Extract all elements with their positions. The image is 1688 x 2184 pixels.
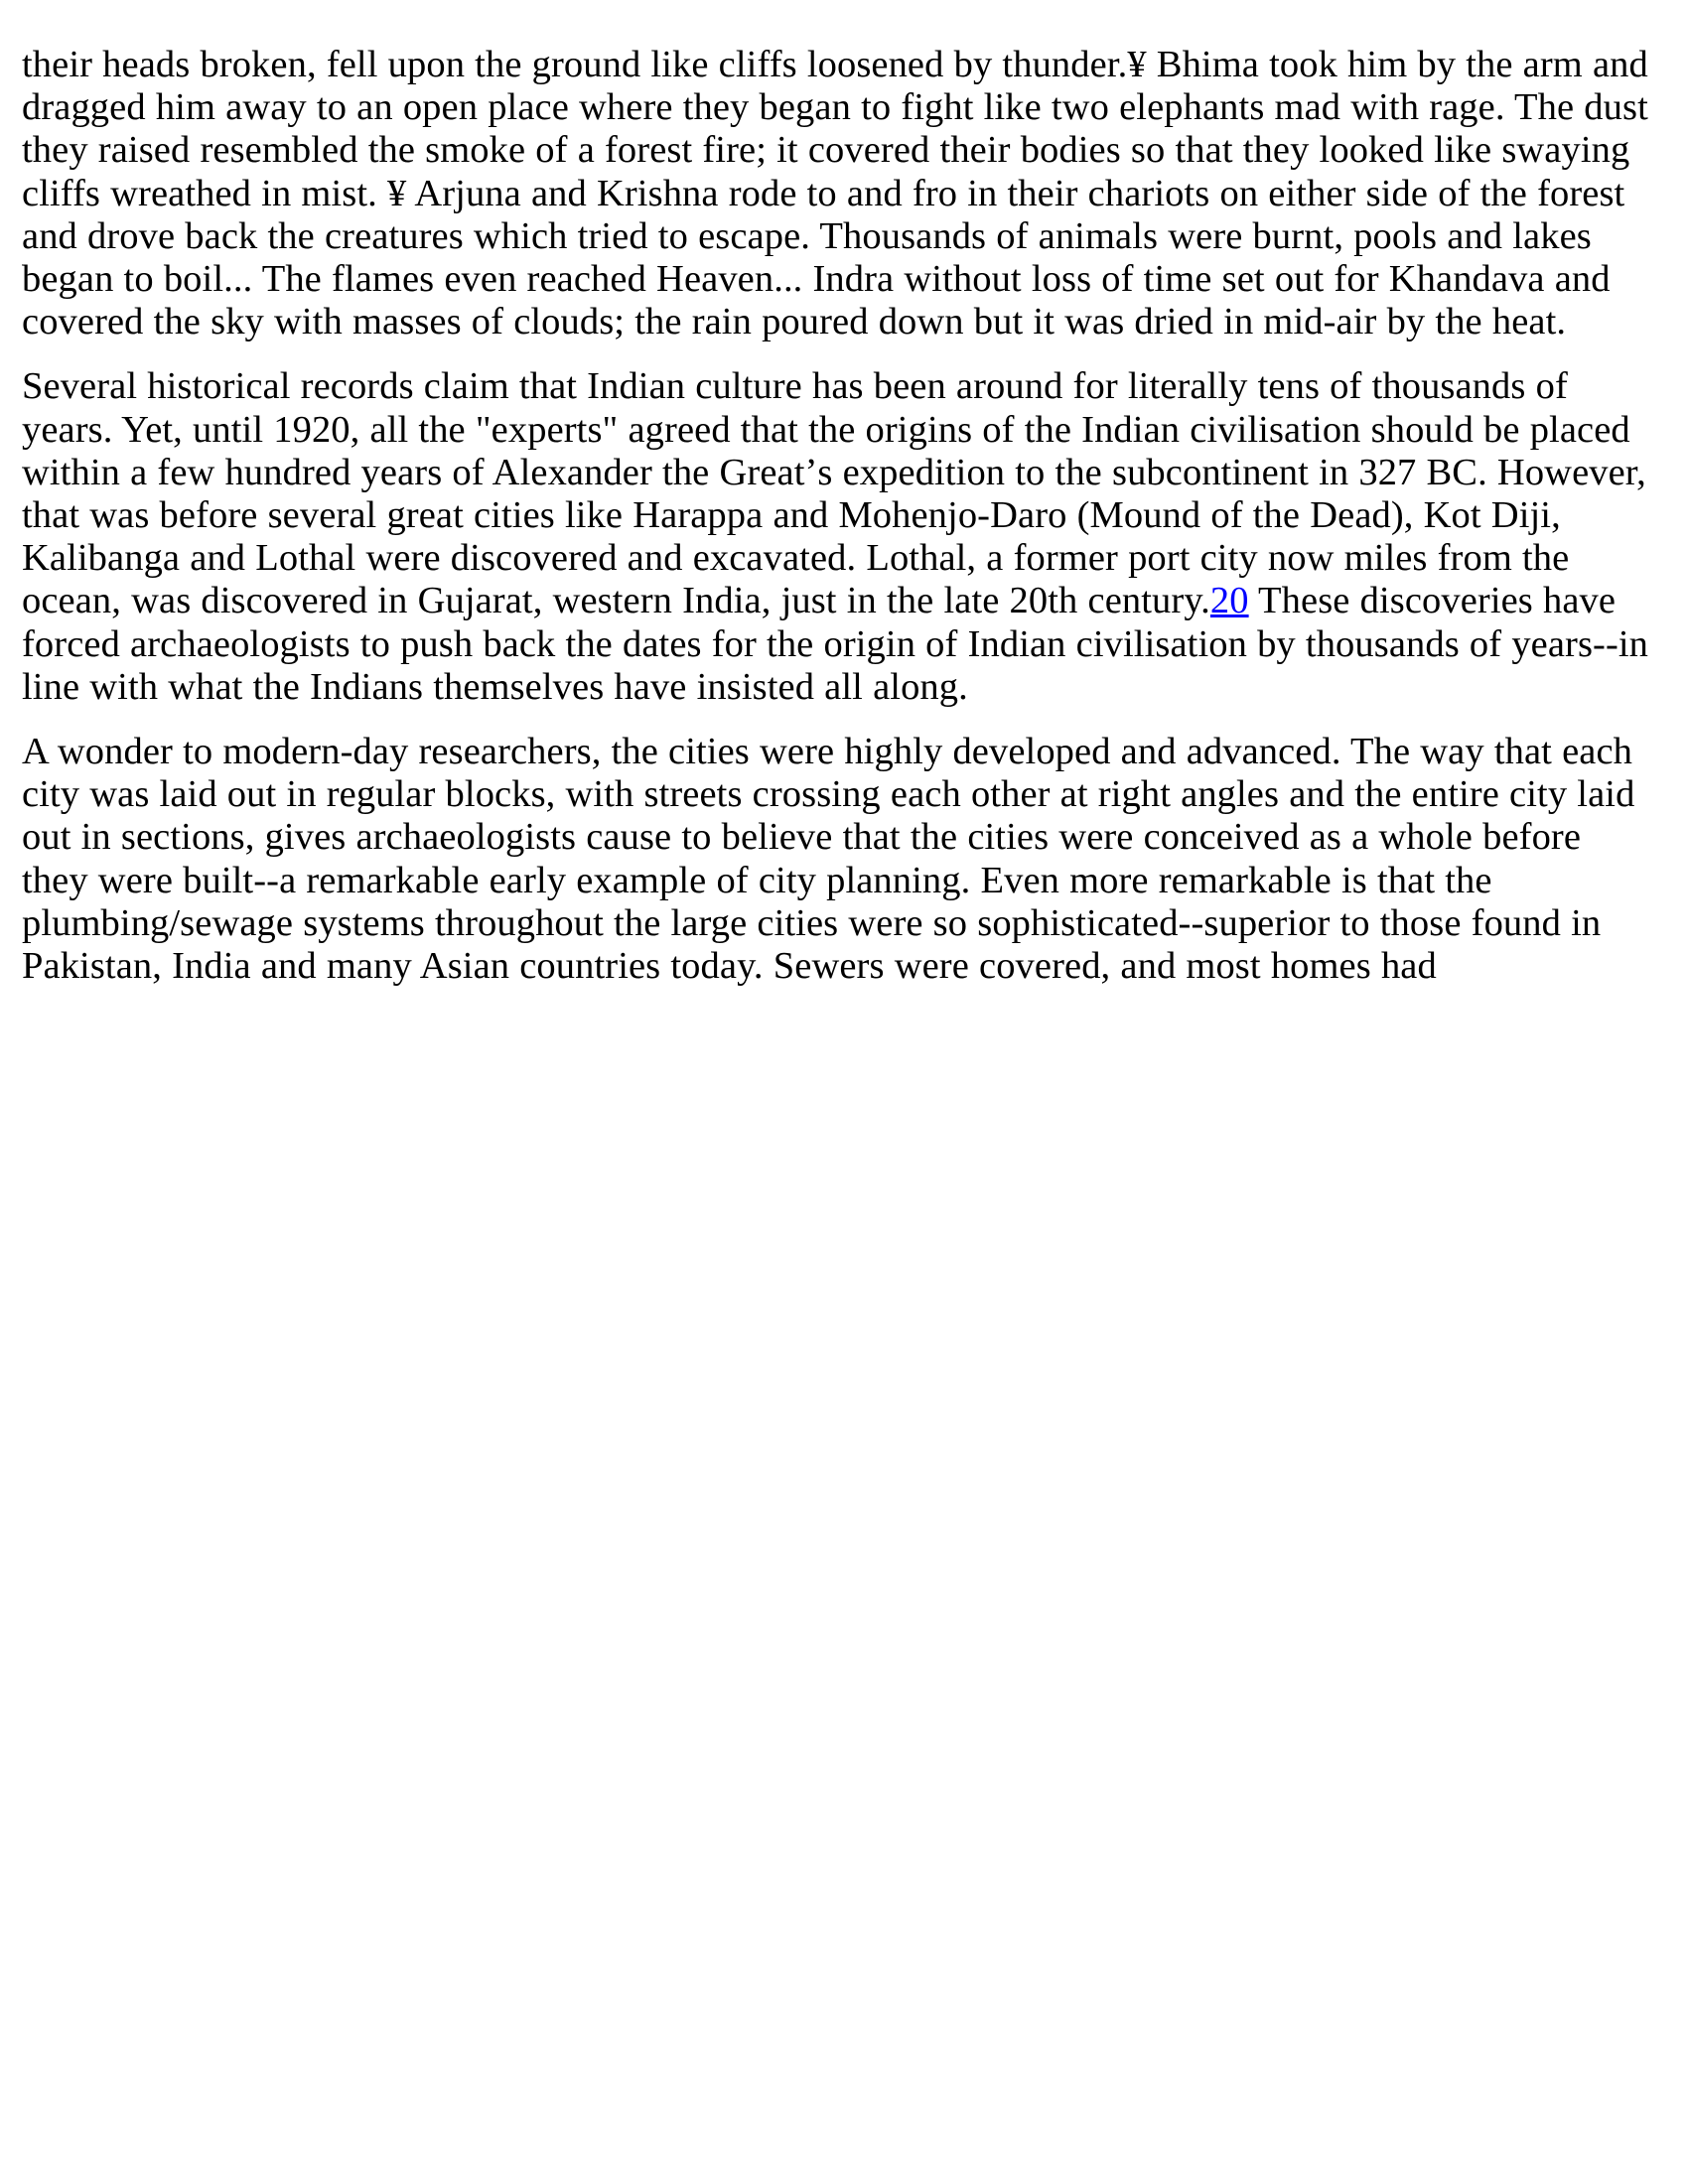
paragraph-historical-records-text-part-2: These discoveries have forced archaeologists to push back the dates for the origin of Indian civilisation by thousands of years--in line with what the Indians themselves have insisted all along. xyxy=(22,580,1649,708)
paragraph-khandava xyxy=(22,44,1655,343)
document-body xyxy=(22,44,1656,988)
paragraph-khandava-text: their heads broken, fell upon the ground like cliffs loosened by thunder.¥ Bhima took him by the arm and dragged him away to an open place where they began to fight like two elephants mad with rage. The dust they raised resembled the smoke of a forest fire; it covered their bodies so that they looked like swaying cliffs wreathed in mist. ¥ Arjuna and Krishna rode to and fro in their chariots on either side of the forest and drove back the creatures which tried to escape. Thousands of animals were burnt, pools and lakes began to boil... The flames even reached Heaven... Indra without loss of time set out for Khandava and covered the sky with masses of clouds; the rain poured down but it was dried in mid-air by the heat. xyxy=(22,44,1648,343)
paragraph-historical-records xyxy=(22,365,1655,709)
paragraph-city-planning-text: A wonder to modern-day researchers, the cities were highly developed and advanced. The way that each city was laid out in regular blocks, with streets crossing each other at right angles and the entire city laid out in sections, gives archaeologists cause to believe that the cities were conceived as a whole before they were built--a remarkable early example of city planning. Even more remarkable is that the plumbing/sewage systems throughout the large cities were so sophisticated--superior to those found in Pakistan, India and many Asian countries today. Sewers were covered, and most homes had xyxy=(22,731,1635,988)
footnote-link-20[interactable]: 20 xyxy=(1209,580,1249,622)
paragraph-historical-records-text-part-1: Several historical records claim that Indian culture has been around for literally tens of thousands of years. Yet, until 1920, all the "experts" agreed that the origins of the Indian civilisation should be placed within a few hundred years of Alexander the Greatʼs expedition to the subcontinent in 327 BC. However, that was before several great cities like Harappa and Mohenjo-Daro (Mound of the Dead), Kot Diji, Kalibanga and Lothal were discovered and excavated. Lothal, a former port city now miles from the ocean, was discovered in Gujarat, western India, just in the late 20th century. xyxy=(22,365,1646,622)
paragraph-city-planning xyxy=(22,731,1655,988)
